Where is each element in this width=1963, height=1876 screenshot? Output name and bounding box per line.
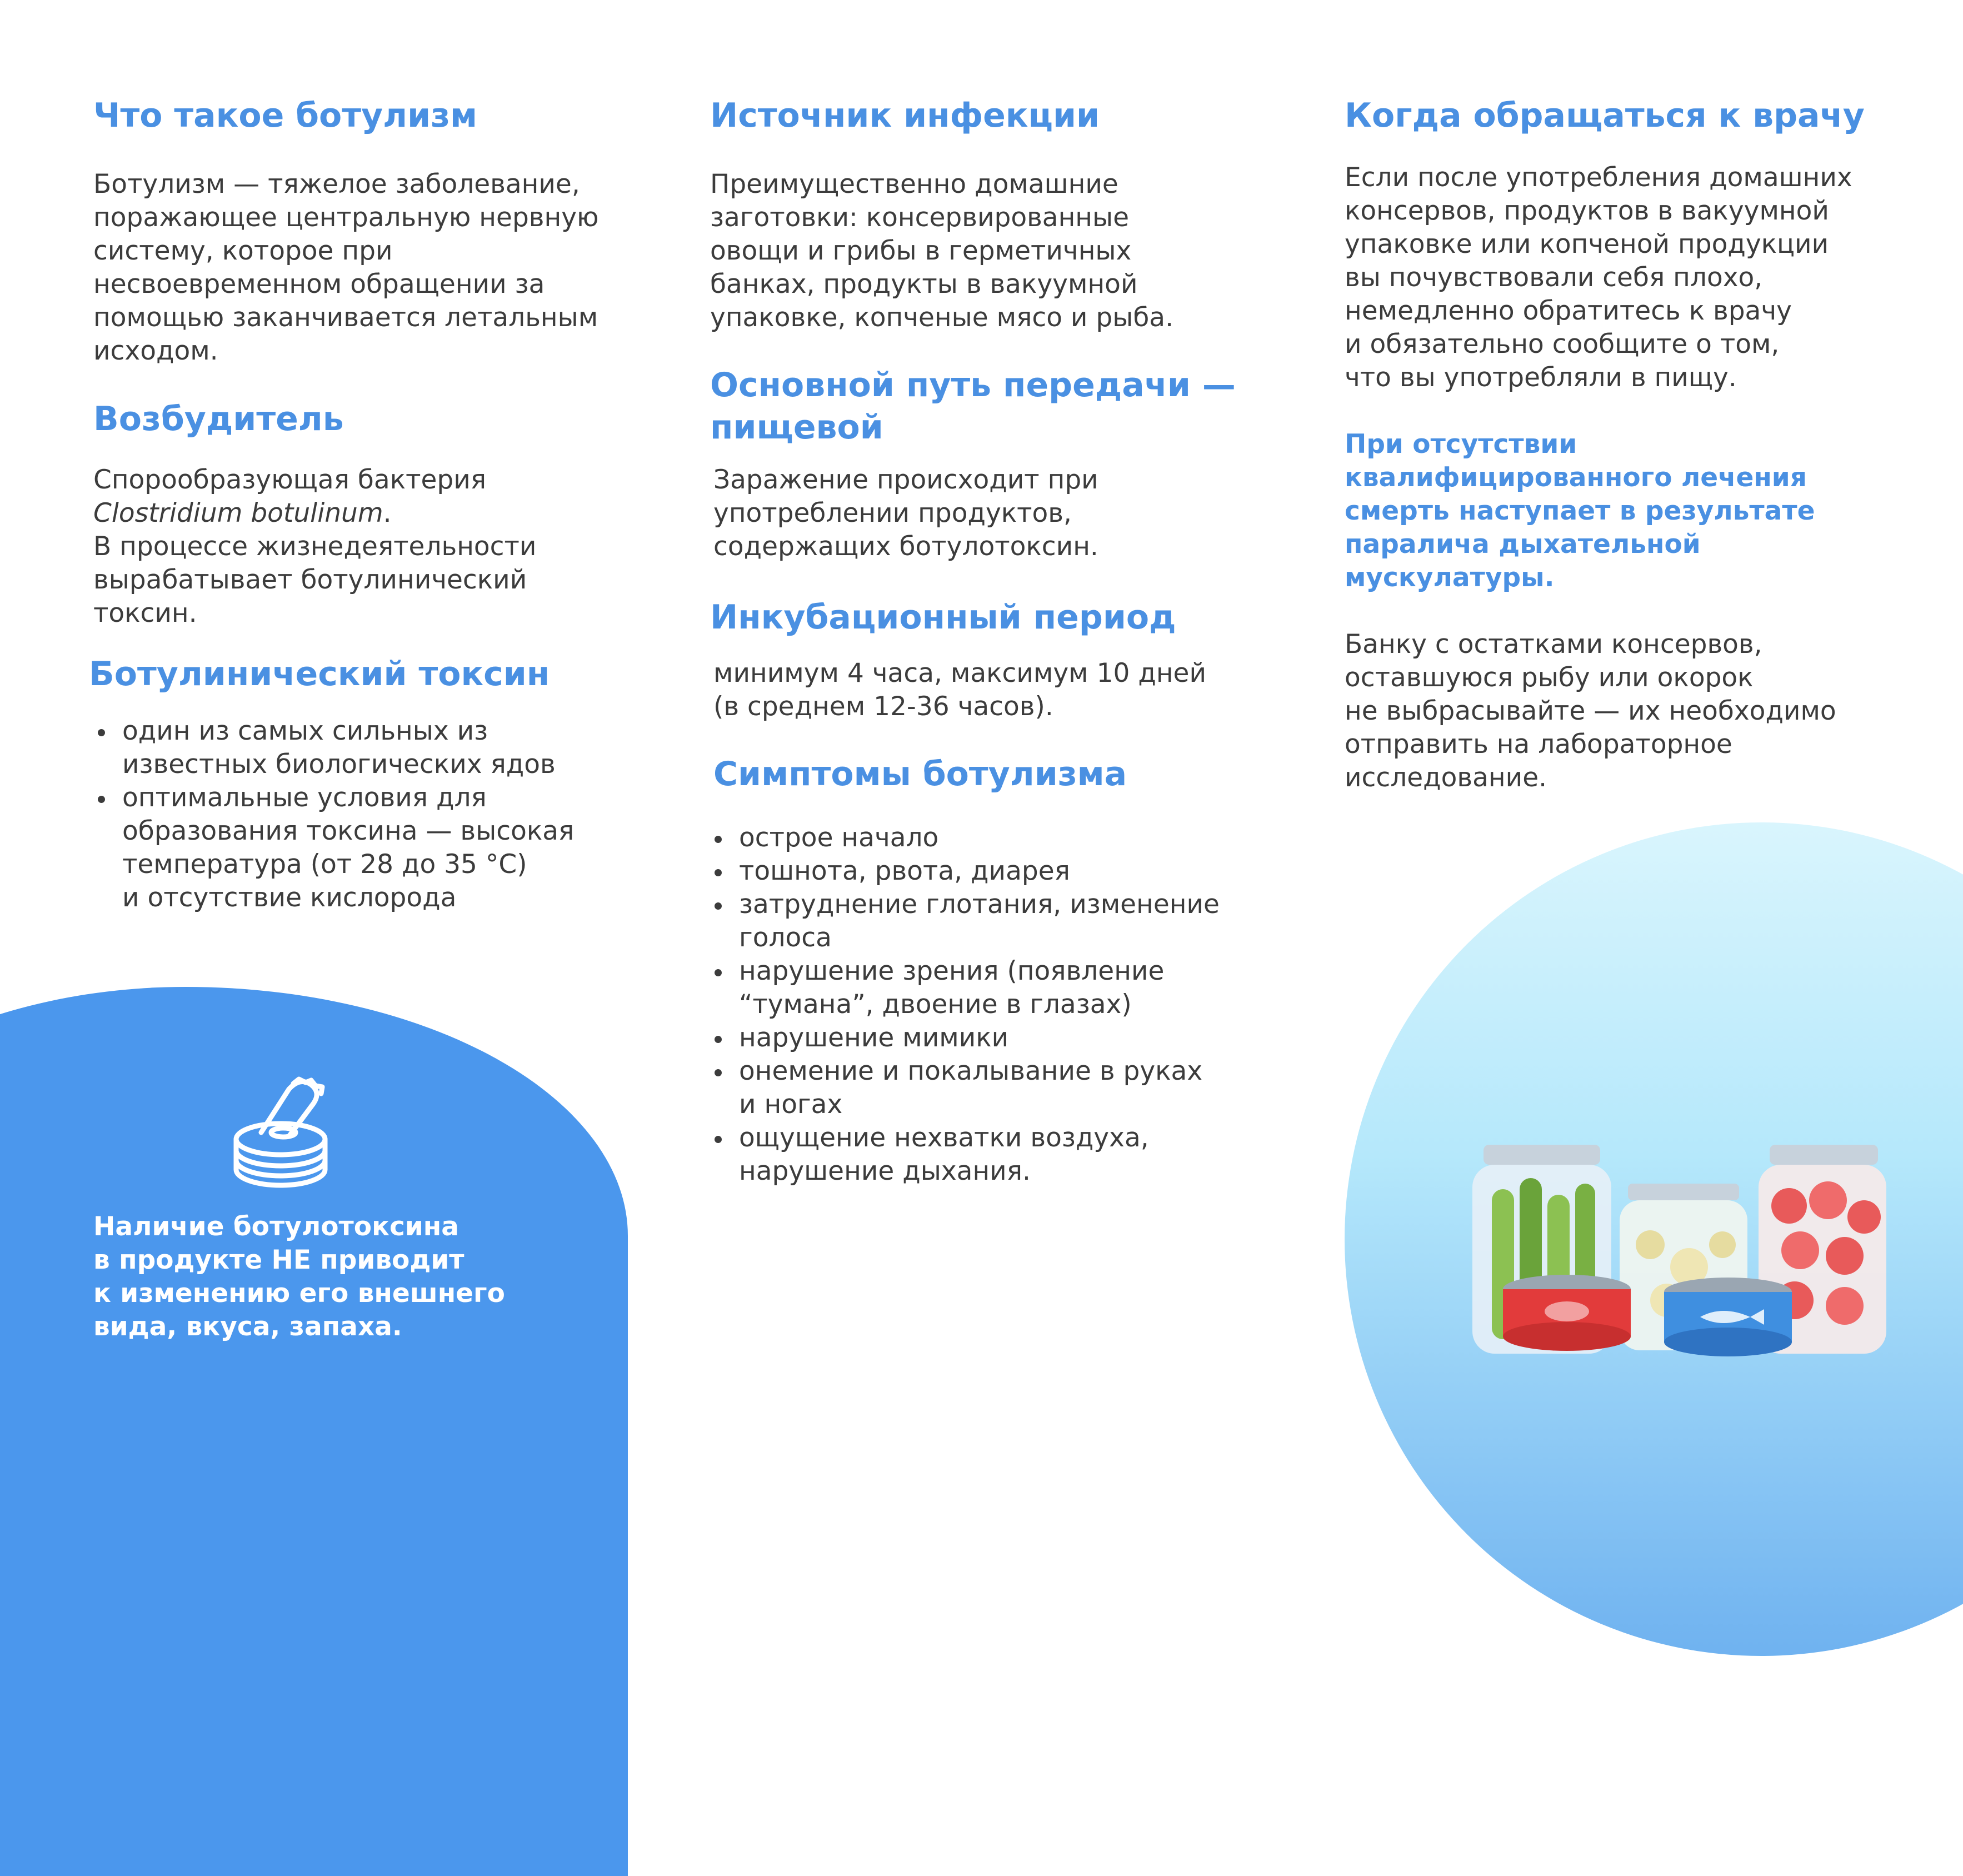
heading-transmission-line1: Основной путь передачи — [710, 366, 1236, 405]
list-symptoms [710, 821, 1220, 1188]
preserves-jars-illustration [1467, 1134, 1889, 1367]
list-item: онемение и покалывание в руках и ногах [710, 1055, 1220, 1121]
text-lab-advice: Банку с остатками консервов, оставшуюся рыбу или окорок не выбрасывайте — их необходимо отправить на лабораторное исследование. [1345, 629, 1836, 793]
text-pathogen-species: Clostridium botulinum [93, 498, 383, 528]
list-item: один из самых сильных из известных биологических ядов [93, 715, 574, 781]
can-meat [1503, 1275, 1631, 1351]
heading-pathogen: Возбудитель [93, 400, 344, 438]
text-pathogen-b: . В процессе жизнедеятельности вырабатывает ботулинический токсин. [93, 498, 537, 628]
heading-when-to-see-doctor: Когда обращаться к врачу [1345, 96, 1865, 135]
text-pathogen-a: Спорообразующая бактерия [93, 465, 487, 495]
heading-infection-source: Источник инфекции [710, 96, 1100, 135]
text-incubation: минимум 4 часа, максимум 10 дней (в среднем 12-36 часов). [713, 658, 1207, 722]
list-item: ощущение нехватки воздуха, нарушение дыхания. [710, 1121, 1220, 1188]
list-item: оптимальные условия для образования токсина — высокая температура (от 28 до 35 °С) и отсутствие кислорода [93, 781, 574, 915]
text-infection-source: Преимущественно домашние заготовки: консервированные овощи и грибы в герметичных банках, продукты в вакуумной упаковке, копченые мясо и рыба. [710, 169, 1174, 333]
list-item: острое начало [710, 821, 1220, 855]
heading-symptoms: Симптомы ботулизма [713, 755, 1127, 794]
heading-incubation: Инкубационный период [710, 598, 1176, 637]
can-fish [1664, 1278, 1792, 1356]
text-pathogen [93, 463, 536, 630]
heading-what-is-botulism: Что такое ботулизм [93, 96, 478, 135]
warning-text: Наличие ботулотоксина в продукте НЕ приводит к изменению его внешнего вида, вкуса, запаха. [93, 1211, 505, 1342]
emphasis-text: При отсутствии квалифицированного лечения смерть наступает в результате паралича дыхательной мускулатуры. [1345, 429, 1815, 593]
list-item: нарушение зрения (появление “тумана”, двоение в глазах) [710, 955, 1220, 1021]
text-when-to-see-doctor: Если после употребления домашних консервов, продуктов в вакуумной упаковке или копченой продукции вы почувствовали себя плохо, немедленно обратитесь к врачу и обязательно сообщите о том, что вы употребляли в пищу. [1345, 162, 1852, 393]
text-transmission: Заражение происходит при употреблении продуктов, содержащих ботулотоксин. [713, 465, 1098, 562]
list-toxin-facts [93, 715, 574, 915]
list-item: нарушение мимики [710, 1021, 1220, 1055]
list-item: затруднение глотания, изменение голоса [710, 888, 1220, 955]
heading-transmission-line2: пищевой [710, 408, 883, 447]
list-item: тошнота, рвота, диарея [710, 855, 1220, 888]
tin-can-icon [228, 1067, 339, 1189]
heading-botulinum-toxin: Ботулинический токсин [89, 655, 550, 693]
text-what-is-botulism: Ботулизм — тяжелое заболевание, поражающее центральную нервную систему, которое при несвоевременном обращении за помощью заканчивается летальным исходом. [93, 169, 599, 366]
